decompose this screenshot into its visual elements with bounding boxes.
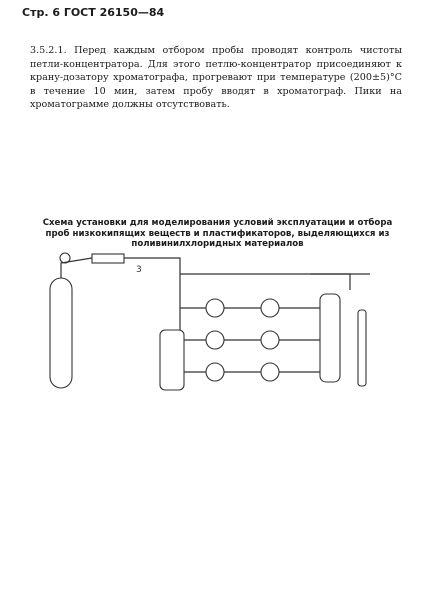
vessel-4 [261, 299, 279, 317]
setup-diagram [40, 250, 395, 400]
clause-3-5-2-1: 3.5.2.1. Перед каждым отбором пробы проводят контроль чистоты петли-концентратора. Для этого петлю-концентратор присоединяют к крану-дозатору хроматографа, прогревают при температуре (200±5)°С в течение 10 мин, затем пробу вводят в хроматограф. Пики на хроматограмме должны отсутствовать. [30, 45, 402, 111]
vessel-3 [206, 363, 224, 381]
vessel-6 [261, 363, 279, 381]
page-header: Стр. 6 ГОСТ 26150—84 [22, 6, 165, 19]
flow-meter [358, 310, 366, 386]
vessel-5 [261, 331, 279, 349]
concentrator-loop [310, 274, 350, 290]
vessel-2 [206, 331, 224, 349]
mark-3: 3 [136, 265, 142, 275]
nitrogen-cylinder [50, 278, 72, 388]
dewar-vessel [320, 294, 340, 382]
figure-title: Схема установки для моделирования условий эксплуатации и отбора проб низкокипящих веществ и пластификаторов, выделяющихся из поливинилхлоридных материалов [42, 218, 393, 250]
thermostat [160, 330, 184, 390]
zeolite-trap [92, 254, 124, 263]
vessel-1 [206, 299, 224, 317]
